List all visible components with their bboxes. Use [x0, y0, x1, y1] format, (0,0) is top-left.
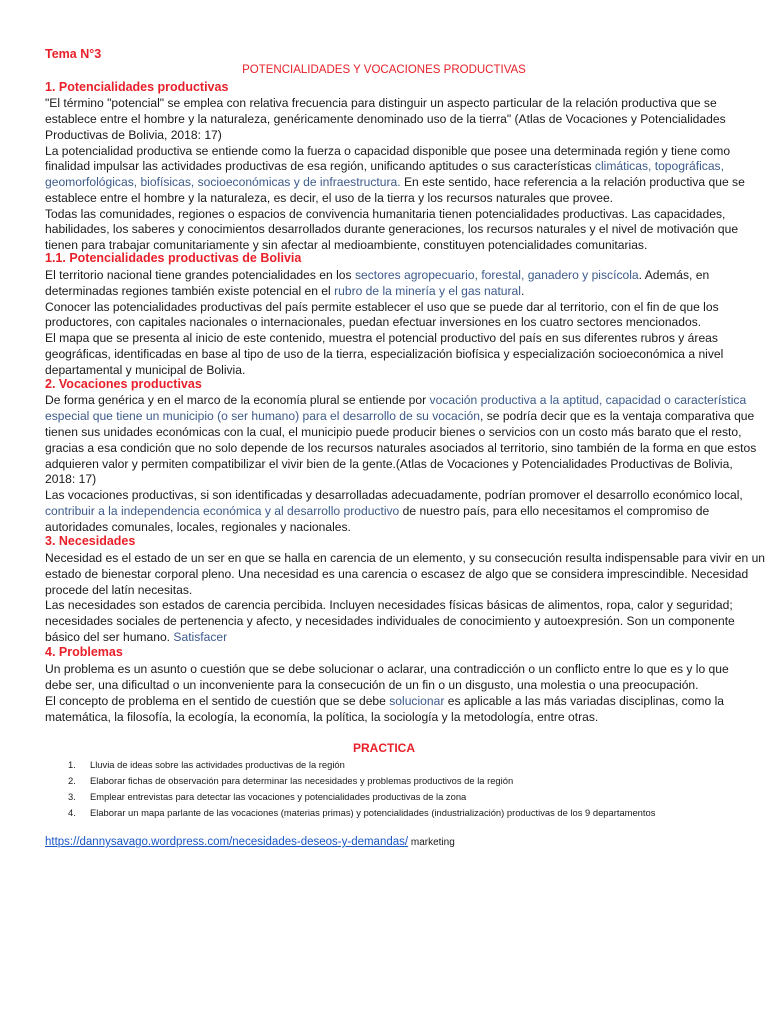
reference-suffix: marketing: [408, 837, 455, 848]
highlight-text: climáticas, topográficas,: [594, 159, 724, 173]
practica-title: PRACTICA: [353, 741, 415, 755]
paragraph-line: Las vocaciones productivas, si son identificadas y desarrolladas adecuadamente, podrían promover el desarrollo económico local,: [45, 488, 743, 502]
heading-potencialidades: 1. Potencialidades productivas: [45, 80, 229, 94]
paragraph-line: Necesidad es el estado de un ser en que se halla en carencia de un elemento, y su consecución resulta indispensable para vivir en un: [45, 551, 766, 565]
highlight-text: Satisfacer: [173, 630, 228, 644]
paragraph-line: "El término "potencial" se emplea con relativa frecuencia para distinguir un aspecto particular de la relación productiva que se: [45, 96, 717, 110]
paragraph-line: especial que tiene un municipio (o ser humano) para el desarrollo de su vocación, se podría decir que es la ventaja comparativa que: [45, 409, 755, 423]
page-title: POTENCIALIDADES Y VOCACIONES PRODUCTIVAS: [242, 64, 526, 76]
reference-line: [45, 836, 455, 848]
highlight-text: sectores agropecuario, forestal, ganadero y piscícola: [354, 268, 639, 282]
highlight-text: especial que tiene un municipio (o ser humano) para el desarrollo de su vocación: [45, 409, 480, 423]
paragraph-line: adquieren valor y permiten compatibilizar el vivir bien de la gente.(Atlas de Vocaciones y Potencialidades Productivas de Bolivia,: [45, 457, 733, 471]
paragraph-line: habilidades, los saberes y conocimientos desarrollados durante generaciones, los recursos naturales y el nivel de motivación que: [45, 222, 739, 236]
paragraph-line: determinadas regiones también existe potencial en el rubro de la minería y el gas natural.: [45, 284, 525, 298]
tema-label: Tema N°3: [45, 47, 102, 61]
paragraph-line: geomorfológicas, biofísicas, socioeconómicas y de infraestructura. En este sentido, hace referencia a la relación productiva que se: [45, 175, 745, 189]
paragraph-line: De forma genérica y en el marco de la economía plural se entiende por vocación productiva a la aptitud, capacidad o característica: [45, 393, 747, 407]
highlight-text: contribuir a la independencia económica y al desarrollo productivo: [45, 504, 400, 518]
paragraph-line: productores, con capitales nacionales o internacionales, puedan efectuar inversiones en los cuatro sectores mencionados.: [45, 315, 702, 329]
paragraph-line: Productivas de Bolivia, 2018: 17): [45, 128, 222, 142]
paragraph-line: El mapa que se presenta al inicio de este contenido, muestra el potencial productivo del país en sus diferentes rubros y áreas: [45, 331, 718, 345]
highlight-text: rubro de la minería y el gas natural: [334, 284, 521, 298]
paragraph-line: Todas las comunidades, regiones o espacios de convivencia humanitaria tienen potencialidades productivas. Las capacidades,: [45, 207, 726, 221]
paragraph-line: matemática, la filosofía, la ecología, la economía, la política, la sociología y la metodología, entre otras.: [45, 710, 599, 724]
paragraph-line: estado de bienestar corporal pleno. Una necesidad es una carencia o escasez de algo que se considera imprescindible. Necesidad: [45, 567, 749, 581]
paragraph-line: tienen sus unidades económicas con la cual, el municipio puede producir bienes o servicios con un costo más barato que el resto,: [45, 425, 742, 439]
paragraph-line: necesidades sociales de pertenencia y afecto, y necesidades individuales de conocimiento y autoexpresión. Son un componente: [45, 614, 735, 628]
paragraph-line: establece entre el hombre y la naturaleza, es decir, el uso de la tierra y los recursos naturales que provee.: [45, 191, 614, 205]
heading-potencialidades-bolivia: 1.1. Potencialidades productivas de Bolivia: [45, 251, 302, 265]
heading-vocaciones: 2. Vocaciones productivas: [45, 377, 202, 391]
paragraph-line: autoridades comunales, locales, regionales y nacionales.: [45, 520, 351, 534]
reference-link[interactable]: https://dannysavago.wordpress.com/necesidades-deseos-y-demandas/: [45, 836, 409, 848]
paragraph-line: gracias a esa condición que no solo depende de los recursos naturales asociados al territorio, sino también de la forma en que estos: [45, 441, 757, 455]
list-item: 1. Lluvia de ideas sobre las actividades productivas de la región: [68, 759, 345, 770]
heading-necesidades: 3. Necesidades: [45, 534, 136, 548]
paragraph-line: contribuir a la independencia económica y al desarrollo productivo de nuestro país, para ello necesitamos el compromiso de: [45, 504, 710, 518]
highlight-text: solucionar: [389, 694, 445, 708]
list-item: 2. Elaborar fichas de observación para determinar las necesidades y problemas productivos de la región: [68, 775, 514, 786]
heading-problemas: 4. Problemas: [45, 645, 123, 659]
paragraph-line: El concepto de problema en el sentido de cuestión que se debe solucionar es aplicable a las más variadas disciplinas, como la: [45, 694, 725, 708]
paragraph-line: 2018: 17): [45, 472, 97, 486]
highlight-text: geomorfológicas, biofísicas, socioeconómicas y de infraestructura.: [45, 175, 401, 189]
paragraph-line: departamental y municipal de Bolivia.: [45, 363, 246, 377]
paragraph-line: Las necesidades son estados de carencia percibida. Incluyen necesidades físicas básicas de alimentos, ropa, calor y seguridad;: [45, 598, 733, 612]
paragraph-line: La potencialidad productiva se entiende como la fuerza o capacidad disponible que posee una determinada región y tiene como: [45, 144, 731, 158]
paragraph-line: tienen para trabajar comunitariamente y sin afectar al medioambiente, constituyen potencialidades comunitarias.: [45, 238, 648, 252]
list-item: 3. Emplear entrevistas para detectar las vocaciones y potencialidades productivas de la zona: [68, 791, 467, 802]
paragraph-line: geográficas, identificadas en base al tipo de uso de la tierra, especialización biofísica y especialización socioeconómica a nivel: [45, 347, 724, 361]
paragraph-line: establece entre el hombre y la naturaleza, genéricamente denominado uso de la tierra" (Atlas de Vocaciones y Potencialidades: [45, 112, 726, 126]
paragraph-line: procede del latín necesitas.: [45, 583, 193, 597]
highlight-text: vocación productiva a la aptitud, capacidad o característica: [429, 393, 747, 407]
paragraph-line: Un problema es un asunto o cuestión que se debe solucionar o aclarar, una contradicción o un conflicto entre lo que es y lo que: [45, 662, 729, 676]
paragraph-line: El territorio nacional tiene grandes potencialidades en los sectores agropecuario, forestal, ganadero y piscícola. Además, en: [45, 268, 710, 282]
paragraph-line: debe ser, una dificultad o un inconveniente para la consecución de un fin o un disgusto, una molestia o una preocupación.: [45, 678, 699, 692]
paragraph-line: Conocer las potencialidades productivas del país permite establecer el uso que se puede dar al territorio, con el fin de que los: [45, 300, 719, 314]
paragraph-line: básico del ser humano. Satisfacer: [45, 630, 228, 644]
paragraph-line: finalidad impulsar las actividades productivas de esa región, unificando aptitudes o sus características climáticas, topográficas,: [45, 159, 724, 173]
list-item: 4. Elaborar un mapa parlante de las vocaciones (materias primas) y potencialidades (industrialización) productivas de los 9 departamentos: [68, 807, 656, 818]
